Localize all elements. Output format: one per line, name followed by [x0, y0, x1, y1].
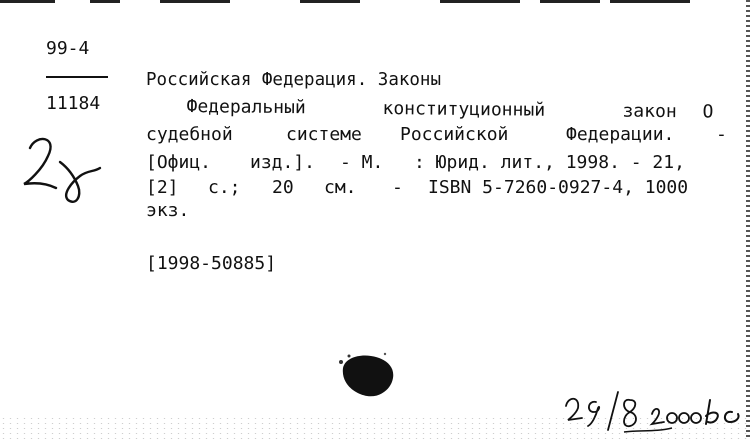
card-right-edge	[746, 0, 750, 440]
record-number: [1998-50885]	[146, 253, 277, 274]
body-word: [2]	[146, 177, 179, 198]
heading: Российская Федерация. Законы	[146, 70, 442, 90]
body-word: [Офиц.	[146, 152, 212, 173]
body-word: Федеральный	[186, 96, 306, 119]
body-word: - М.	[340, 152, 384, 173]
body-word: изд.].	[250, 152, 316, 173]
body-word: судебной	[146, 124, 233, 145]
body-word: см.	[324, 177, 357, 198]
body-word: -	[716, 124, 727, 145]
body-word: : Юрид. лит., 1998. - 21,	[414, 152, 685, 173]
body-word: системе	[286, 124, 362, 145]
call-number-divider	[46, 76, 108, 78]
body-word: Федерации.	[566, 124, 675, 145]
ink-blot	[335, 350, 399, 400]
body-word: закон	[622, 100, 677, 123]
call-number-top: 99-4	[46, 38, 90, 59]
body-line-5: экз.	[146, 200, 190, 221]
body-word: -	[392, 177, 403, 198]
card-top-border	[0, 0, 750, 6]
body-word: О	[702, 101, 714, 123]
body-word: конституционный	[382, 98, 546, 121]
body-word: ISBN 5-7260-0927-4, 1000	[428, 177, 689, 198]
call-number-bottom: 11184	[46, 93, 101, 114]
body-word: с.;	[208, 177, 241, 198]
body-word: 20	[272, 177, 294, 198]
handwritten-mark	[18, 132, 108, 212]
body-word: Российской	[400, 124, 509, 145]
handwritten-date	[560, 386, 750, 440]
